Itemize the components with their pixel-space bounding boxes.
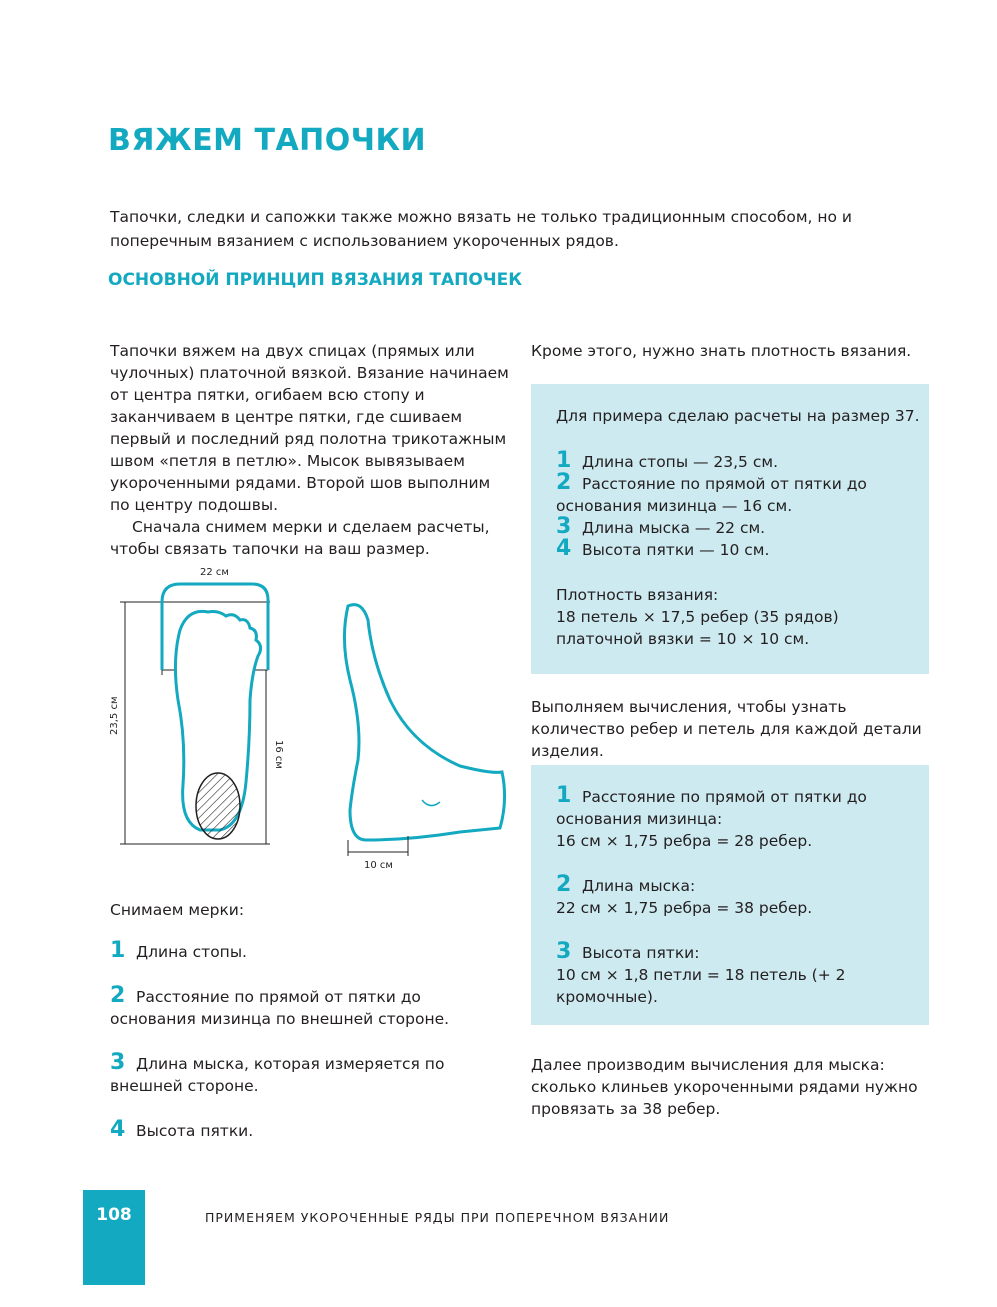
calc-label: Высота пятки: bbox=[582, 944, 700, 962]
measures-intro: Снимаем мерки: bbox=[110, 901, 245, 919]
example-item-1 bbox=[556, 450, 921, 473]
example-number: 3 bbox=[556, 514, 572, 539]
example-text: Расстояние по прямой от пятки до основания мизинца — 16 см. bbox=[556, 475, 867, 515]
page-title: ВЯЖЕМ ТАПОЧКИ bbox=[108, 123, 427, 158]
calc-number: 3 bbox=[556, 939, 572, 964]
example-text: Длина стопы — 23,5 см. bbox=[582, 453, 778, 471]
example-number: 2 bbox=[556, 470, 572, 495]
example-text: Длина мыска — 22 см. bbox=[582, 519, 766, 537]
calc-intro: Выполняем вычисления, чтобы узнать количество ребер и петель для каждой детали изделия. bbox=[531, 698, 922, 760]
calc-formula: 16 см × 1,75 ребра = 28 ребер. bbox=[556, 832, 813, 850]
measure-item-1 bbox=[110, 940, 510, 963]
calc-label: Длина мыска: bbox=[582, 877, 696, 895]
calc-formula: 10 см × 1,8 петли = 18 петель (+ 2 кромочные). bbox=[556, 966, 846, 1006]
calc-number: 2 bbox=[556, 872, 572, 897]
right-intro: Кроме этого, нужно знать плотность вязания. bbox=[531, 342, 912, 360]
measure-text: Высота пятки. bbox=[136, 1122, 254, 1140]
calc-label: Расстояние по прямой от пятки до основания мизинца: bbox=[556, 788, 867, 828]
left-paragraph-1 bbox=[110, 340, 510, 560]
calc-item-2 bbox=[556, 874, 921, 919]
label-length: 23,5 см bbox=[109, 696, 120, 735]
left-paragraph-2-text: Сначала снимем мерки и сделаем расчеты, чтобы связать тапочки на ваш размер. bbox=[110, 518, 490, 558]
example-text: Высота пятки — 10 см. bbox=[582, 541, 770, 559]
example-item-3 bbox=[556, 516, 921, 539]
measure-item-4 bbox=[110, 1119, 510, 1142]
outro-paragraph: Далее производим вычисления для мыска: сколько клиньев укороченными рядами нужно провязать за 38 ребер. bbox=[531, 1056, 918, 1118]
density-label: Плотность вязания: bbox=[556, 586, 719, 604]
intro-paragraph: Тапочки, следки и сапожки также можно вязать не только традиционным способом, но и поперечным вязанием с использованием укороченных рядов. bbox=[110, 208, 852, 250]
measure-number: 4 bbox=[110, 1117, 126, 1142]
page-number: 108 bbox=[96, 1205, 132, 1225]
measure-item-2 bbox=[110, 985, 510, 1030]
density-value: 18 петель × 17,5 ребер (35 рядов) платочной вязки = 10 × 10 см. bbox=[556, 608, 839, 648]
measure-text: Расстояние по прямой от пятки до основания мизинца по внешней стороне. bbox=[110, 988, 450, 1028]
section-title: ОСНОВНОЙ ПРИНЦИП ВЯЗАНИЯ ТАПОЧЕК bbox=[108, 270, 523, 290]
left-paragraph-1-text: Тапочки вяжем на двух спицах (прямых или чулочных) платочной вязкой. Вязание начинаем от центра пятки, огибаем всю стопу и заканчиваем в центре пятки, где сшиваем первый и последний ряд полотна трикотажным швом «петля в петлю». Мысок вывязываем укороченными рядами. Второй шов выполним по центру подошвы. bbox=[110, 342, 509, 514]
calc-item-3 bbox=[556, 941, 921, 1008]
measure-number: 1 bbox=[110, 938, 126, 963]
label-width: 22 см bbox=[200, 567, 229, 578]
running-title: ПРИМЕНЯЕМ УКОРОЧЕННЫЕ РЯДЫ ПРИ ПОПЕРЕЧНОМ ВЯЗАНИИ bbox=[205, 1210, 670, 1225]
foot-measurement-diagram bbox=[100, 560, 520, 880]
example-item-2 bbox=[556, 472, 921, 517]
measure-number: 2 bbox=[110, 983, 126, 1008]
example-intro: Для примера сделаю расчеты на размер 37. bbox=[556, 407, 920, 425]
heel-hatched-area bbox=[196, 773, 240, 839]
calc-item-1 bbox=[556, 785, 921, 852]
label-toe: 16 см bbox=[273, 740, 284, 769]
calc-formula: 22 см × 1,75 ребра = 38 ребер. bbox=[556, 899, 813, 917]
example-item-4 bbox=[556, 538, 921, 561]
measure-text: Длина стопы. bbox=[136, 943, 247, 961]
measure-number: 3 bbox=[110, 1050, 126, 1075]
calc-number: 1 bbox=[556, 783, 572, 808]
label-heel: 10 см bbox=[364, 860, 393, 871]
foot-side-view bbox=[344, 605, 504, 840]
measure-text: Длина мыска, которая измеряется по внешней стороне. bbox=[110, 1055, 445, 1095]
example-number: 4 bbox=[556, 536, 572, 561]
example-number: 1 bbox=[556, 448, 572, 473]
measure-item-3 bbox=[110, 1052, 510, 1097]
